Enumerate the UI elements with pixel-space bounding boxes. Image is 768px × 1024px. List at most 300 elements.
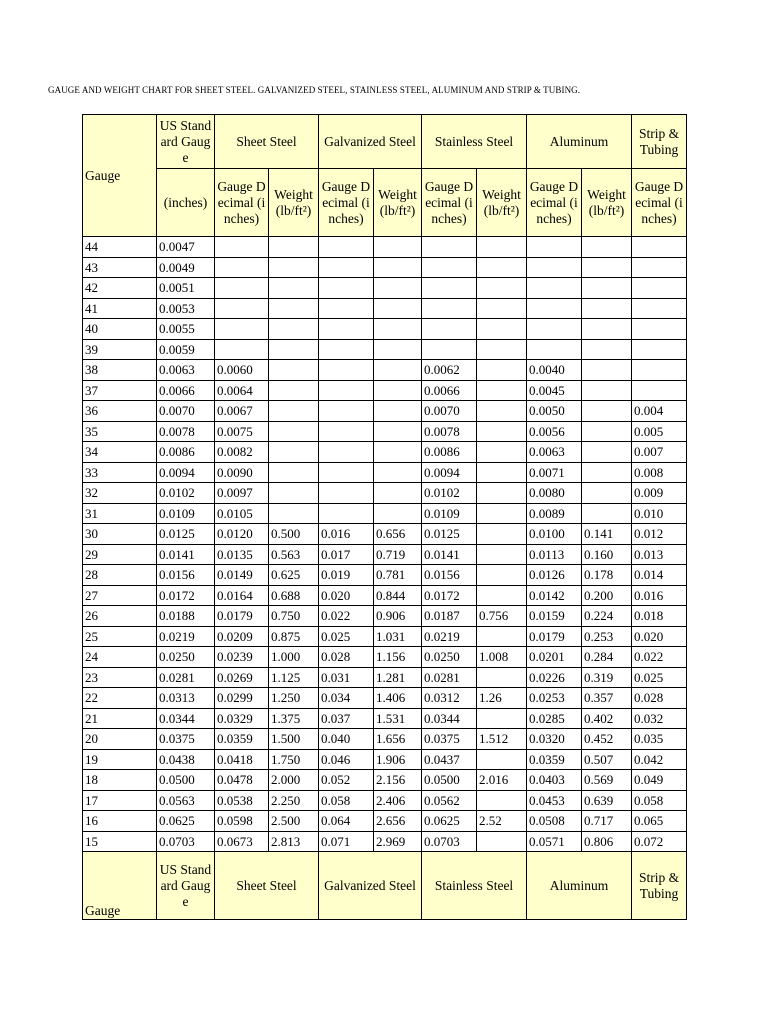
table-row [83, 770, 687, 791]
cell-stainless_gauge [422, 339, 477, 360]
cell-gauge: 17 [83, 790, 157, 811]
cell-galv_weight: 1.656 [374, 729, 422, 750]
cell-sheet_weight: 2.000 [269, 770, 319, 791]
cell-sheet_weight: 1.250 [269, 688, 319, 709]
cell-aluminum_gauge: 0.0159 [527, 606, 582, 627]
cell-galv_weight: 2.656 [374, 811, 422, 832]
cell-strip_gauge: 0.065 [632, 811, 687, 832]
cell-us_standard: 0.0344 [157, 708, 215, 729]
cell-aluminum_gauge [527, 278, 582, 299]
table-row [83, 483, 687, 504]
cell-us_standard: 0.0066 [157, 380, 215, 401]
cell-stainless_weight [477, 421, 527, 442]
cell-aluminum_gauge: 0.0179 [527, 626, 582, 647]
cell-stainless_weight: 0.756 [477, 606, 527, 627]
cell-galv_gauge [319, 421, 374, 442]
cell-strip_gauge: 0.007 [632, 442, 687, 463]
cell-us_standard: 0.0059 [157, 339, 215, 360]
cell-gauge: 31 [83, 503, 157, 524]
cell-sheet_gauge: 0.0598 [215, 811, 269, 832]
cell-aluminum_weight: 0.507 [582, 749, 632, 770]
cell-us_standard: 0.0063 [157, 360, 215, 381]
cell-aluminum_gauge [527, 319, 582, 340]
table-row [83, 421, 687, 442]
cell-sheet_weight: 2.500 [269, 811, 319, 832]
cell-galv_gauge: 0.071 [319, 831, 374, 852]
cell-stainless_weight: 2.52 [477, 811, 527, 832]
cell-sheet_gauge [215, 319, 269, 340]
cell-sheet_gauge: 0.0299 [215, 688, 269, 709]
cell-galv_gauge [319, 319, 374, 340]
cell-aluminum_gauge: 0.0453 [527, 790, 582, 811]
cell-strip_gauge [632, 339, 687, 360]
cell-strip_gauge: 0.012 [632, 524, 687, 545]
cell-galv_weight: 0.906 [374, 606, 422, 627]
cell-galv_weight [374, 401, 422, 422]
cell-us_standard: 0.0053 [157, 298, 215, 319]
cell-sheet_gauge: 0.0060 [215, 360, 269, 381]
cell-aluminum_gauge: 0.0285 [527, 708, 582, 729]
cell-sheet_weight [269, 401, 319, 422]
table-row [83, 360, 687, 381]
cell-galv_gauge: 0.019 [319, 565, 374, 586]
cell-galv_gauge: 0.022 [319, 606, 374, 627]
cell-stainless_weight [477, 544, 527, 565]
cell-sheet_weight [269, 483, 319, 504]
cell-us_standard: 0.0563 [157, 790, 215, 811]
cell-gauge: 16 [83, 811, 157, 832]
cell-sheet_weight [269, 339, 319, 360]
subheader-sheet-gauge-decimal: Gauge Decimal (inches) [215, 169, 269, 237]
cell-galv_weight [374, 421, 422, 442]
table-row [83, 319, 687, 340]
table-row [83, 462, 687, 483]
cell-galv_weight [374, 360, 422, 381]
table-row [83, 585, 687, 606]
cell-aluminum_weight: 0.402 [582, 708, 632, 729]
cell-aluminum_gauge: 0.0113 [527, 544, 582, 565]
cell-gauge: 32 [83, 483, 157, 504]
cell-sheet_gauge: 0.0478 [215, 770, 269, 791]
cell-stainless_gauge: 0.0375 [422, 729, 477, 750]
cell-aluminum_gauge: 0.0253 [527, 688, 582, 709]
cell-us_standard: 0.0438 [157, 749, 215, 770]
cell-gauge: 21 [83, 708, 157, 729]
cell-stainless_gauge: 0.0219 [422, 626, 477, 647]
cell-aluminum_gauge: 0.0100 [527, 524, 582, 545]
cell-aluminum_weight [582, 360, 632, 381]
cell-sheet_gauge: 0.0082 [215, 442, 269, 463]
header-aluminum: Aluminum [527, 115, 632, 169]
cell-galv_weight: 1.281 [374, 667, 422, 688]
cell-stainless_gauge: 0.0125 [422, 524, 477, 545]
cell-strip_gauge [632, 278, 687, 299]
cell-galv_gauge: 0.052 [319, 770, 374, 791]
cell-sheet_weight: 0.563 [269, 544, 319, 565]
cell-gauge: 34 [83, 442, 157, 463]
cell-aluminum_weight: 0.319 [582, 667, 632, 688]
cell-sheet_gauge [215, 237, 269, 258]
cell-sheet_weight [269, 503, 319, 524]
cell-strip_gauge: 0.014 [632, 565, 687, 586]
cell-stainless_gauge: 0.0062 [422, 360, 477, 381]
cell-stainless_weight [477, 278, 527, 299]
cell-strip_gauge: 0.013 [632, 544, 687, 565]
cell-gauge: 35 [83, 421, 157, 442]
cell-galv_weight [374, 257, 422, 278]
cell-us_standard: 0.0625 [157, 811, 215, 832]
cell-us_standard: 0.0219 [157, 626, 215, 647]
cell-stainless_weight [477, 298, 527, 319]
cell-stainless_weight: 2.016 [477, 770, 527, 791]
cell-aluminum_weight: 0.253 [582, 626, 632, 647]
cell-stainless_weight [477, 462, 527, 483]
cell-stainless_gauge [422, 298, 477, 319]
footer-us-standard: US Standard Gauge [157, 852, 215, 920]
cell-aluminum_weight: 0.200 [582, 585, 632, 606]
cell-stainless_weight [477, 339, 527, 360]
cell-gauge: 44 [83, 237, 157, 258]
table-row [83, 298, 687, 319]
cell-aluminum_weight [582, 380, 632, 401]
cell-gauge: 22 [83, 688, 157, 709]
cell-strip_gauge: 0.004 [632, 401, 687, 422]
cell-strip_gauge: 0.072 [632, 831, 687, 852]
cell-strip_gauge: 0.010 [632, 503, 687, 524]
table-row [83, 708, 687, 729]
cell-us_standard: 0.0703 [157, 831, 215, 852]
cell-sheet_gauge: 0.0269 [215, 667, 269, 688]
cell-aluminum_gauge: 0.0142 [527, 585, 582, 606]
cell-sheet_weight [269, 237, 319, 258]
cell-stainless_gauge: 0.0281 [422, 667, 477, 688]
subheader-stainless-weight: Weight (lb/ft²) [477, 169, 527, 237]
table-row [83, 606, 687, 627]
cell-aluminum_weight [582, 298, 632, 319]
header-sheet-steel: Sheet Steel [215, 115, 319, 169]
cell-sheet_gauge: 0.0120 [215, 524, 269, 545]
cell-gauge: 36 [83, 401, 157, 422]
cell-gauge: 39 [83, 339, 157, 360]
cell-galv_weight: 0.781 [374, 565, 422, 586]
cell-aluminum_gauge [527, 339, 582, 360]
cell-stainless_weight [477, 503, 527, 524]
table-row [83, 565, 687, 586]
cell-galv_weight [374, 442, 422, 463]
cell-us_standard: 0.0125 [157, 524, 215, 545]
cell-strip_gauge: 0.049 [632, 770, 687, 791]
cell-strip_gauge: 0.020 [632, 626, 687, 647]
cell-stainless_weight [477, 626, 527, 647]
cell-aluminum_gauge: 0.0080 [527, 483, 582, 504]
cell-stainless_gauge: 0.0625 [422, 811, 477, 832]
footer-gauge: Gauge [83, 852, 157, 920]
cell-gauge: 29 [83, 544, 157, 565]
cell-stainless_weight [477, 565, 527, 586]
cell-stainless_weight [477, 380, 527, 401]
cell-us_standard: 0.0156 [157, 565, 215, 586]
cell-galv_gauge: 0.020 [319, 585, 374, 606]
cell-stainless_gauge: 0.0344 [422, 708, 477, 729]
header-galvanized-steel: Galvanized Steel [319, 115, 422, 169]
footer-sheet-steel: Sheet Steel [215, 852, 319, 920]
cell-stainless_weight [477, 585, 527, 606]
cell-galv_gauge: 0.017 [319, 544, 374, 565]
cell-galv_gauge [319, 360, 374, 381]
cell-us_standard: 0.0188 [157, 606, 215, 627]
cell-aluminum_gauge: 0.0201 [527, 647, 582, 668]
cell-aluminum_weight: 0.569 [582, 770, 632, 791]
cell-galv_weight [374, 462, 422, 483]
table-row [83, 503, 687, 524]
cell-aluminum_gauge: 0.0508 [527, 811, 582, 832]
table-row [83, 257, 687, 278]
cell-stainless_weight [477, 524, 527, 545]
cell-stainless_gauge: 0.0172 [422, 585, 477, 606]
cell-stainless_gauge: 0.0102 [422, 483, 477, 504]
cell-sheet_gauge: 0.0090 [215, 462, 269, 483]
cell-sheet_weight: 1.000 [269, 647, 319, 668]
cell-sheet_gauge: 0.0418 [215, 749, 269, 770]
subheader-galvanized-gauge-decimal: Gauge Decimal (inches) [319, 169, 374, 237]
subheader-strip-gauge-decimal: Gauge Decimal (inches) [632, 169, 687, 237]
cell-aluminum_gauge: 0.0320 [527, 729, 582, 750]
cell-aluminum_gauge: 0.0071 [527, 462, 582, 483]
cell-galv_gauge: 0.046 [319, 749, 374, 770]
cell-sheet_weight: 0.875 [269, 626, 319, 647]
cell-aluminum_weight: 0.224 [582, 606, 632, 627]
cell-aluminum_weight: 0.639 [582, 790, 632, 811]
cell-stainless_gauge: 0.0141 [422, 544, 477, 565]
cell-us_standard: 0.0109 [157, 503, 215, 524]
cell-galv_gauge [319, 237, 374, 258]
cell-galv_gauge: 0.040 [319, 729, 374, 750]
cell-sheet_weight: 0.688 [269, 585, 319, 606]
cell-sheet_weight [269, 278, 319, 299]
cell-sheet_gauge: 0.0179 [215, 606, 269, 627]
cell-stainless_weight: 1.512 [477, 729, 527, 750]
cell-gauge: 30 [83, 524, 157, 545]
table-row [83, 647, 687, 668]
cell-strip_gauge: 0.005 [632, 421, 687, 442]
cell-aluminum_weight [582, 401, 632, 422]
cell-galv_gauge [319, 401, 374, 422]
cell-gauge: 41 [83, 298, 157, 319]
header-strip-tubing: Strip & Tubing [632, 115, 687, 169]
cell-sheet_gauge: 0.0673 [215, 831, 269, 852]
cell-strip_gauge: 0.032 [632, 708, 687, 729]
cell-us_standard: 0.0500 [157, 770, 215, 791]
cell-aluminum_gauge [527, 298, 582, 319]
cell-galv_gauge: 0.025 [319, 626, 374, 647]
cell-sheet_weight [269, 421, 319, 442]
cell-sheet_weight [269, 380, 319, 401]
cell-aluminum_weight: 0.178 [582, 565, 632, 586]
cell-strip_gauge: 0.008 [632, 462, 687, 483]
cell-gauge: 19 [83, 749, 157, 770]
cell-strip_gauge [632, 380, 687, 401]
table-row [83, 749, 687, 770]
cell-gauge: 15 [83, 831, 157, 852]
cell-stainless_gauge: 0.0250 [422, 647, 477, 668]
cell-stainless_gauge: 0.0562 [422, 790, 477, 811]
cell-galv_gauge: 0.028 [319, 647, 374, 668]
footer-galvanized-steel: Galvanized Steel [319, 852, 422, 920]
cell-gauge: 42 [83, 278, 157, 299]
table-row [83, 626, 687, 647]
cell-us_standard: 0.0049 [157, 257, 215, 278]
cell-galv_weight: 1.406 [374, 688, 422, 709]
cell-galv_weight [374, 339, 422, 360]
cell-galv_gauge: 0.034 [319, 688, 374, 709]
cell-sheet_gauge: 0.0097 [215, 483, 269, 504]
cell-aluminum_weight: 0.717 [582, 811, 632, 832]
subheader-galvanized-weight: Weight (lb/ft²) [374, 169, 422, 237]
table-row [83, 380, 687, 401]
cell-galv_weight: 1.906 [374, 749, 422, 770]
subheader-aluminum-gauge-decimal: Gauge Decimal (inches) [527, 169, 582, 237]
cell-galv_gauge: 0.031 [319, 667, 374, 688]
cell-strip_gauge: 0.025 [632, 667, 687, 688]
cell-us_standard: 0.0172 [157, 585, 215, 606]
cell-aluminum_gauge: 0.0571 [527, 831, 582, 852]
table-row [83, 278, 687, 299]
cell-galv_weight [374, 319, 422, 340]
cell-stainless_gauge: 0.0312 [422, 688, 477, 709]
cell-sheet_gauge [215, 257, 269, 278]
cell-aluminum_gauge: 0.0126 [527, 565, 582, 586]
table-body [83, 237, 687, 852]
cell-stainless_weight [477, 790, 527, 811]
cell-aluminum_gauge: 0.0056 [527, 421, 582, 442]
footer-aluminum: Aluminum [527, 852, 632, 920]
cell-us_standard: 0.0313 [157, 688, 215, 709]
cell-sheet_weight: 1.375 [269, 708, 319, 729]
cell-sheet_gauge: 0.0064 [215, 380, 269, 401]
cell-galv_weight [374, 237, 422, 258]
cell-aluminum_weight [582, 319, 632, 340]
cell-stainless_gauge: 0.0070 [422, 401, 477, 422]
cell-us_standard: 0.0141 [157, 544, 215, 565]
cell-stainless_weight [477, 257, 527, 278]
cell-galv_gauge: 0.037 [319, 708, 374, 729]
cell-sheet_gauge: 0.0067 [215, 401, 269, 422]
cell-aluminum_weight: 0.452 [582, 729, 632, 750]
cell-strip_gauge: 0.016 [632, 585, 687, 606]
cell-us_standard: 0.0094 [157, 462, 215, 483]
cell-gauge: 23 [83, 667, 157, 688]
cell-strip_gauge [632, 298, 687, 319]
cell-us_standard: 0.0055 [157, 319, 215, 340]
cell-aluminum_gauge: 0.0063 [527, 442, 582, 463]
cell-stainless_gauge: 0.0094 [422, 462, 477, 483]
cell-strip_gauge: 0.028 [632, 688, 687, 709]
table-row [83, 401, 687, 422]
table-row [83, 729, 687, 750]
cell-sheet_weight [269, 442, 319, 463]
cell-strip_gauge: 0.022 [632, 647, 687, 668]
table-row [83, 544, 687, 565]
cell-aluminum_weight: 0.806 [582, 831, 632, 852]
cell-sheet_weight [269, 298, 319, 319]
cell-us_standard: 0.0281 [157, 667, 215, 688]
cell-strip_gauge [632, 319, 687, 340]
cell-us_standard: 0.0375 [157, 729, 215, 750]
cell-galv_gauge [319, 503, 374, 524]
cell-gauge: 33 [83, 462, 157, 483]
gauge-weight-table [82, 114, 687, 920]
table-row [83, 688, 687, 709]
cell-sheet_gauge [215, 298, 269, 319]
cell-us_standard: 0.0047 [157, 237, 215, 258]
table-row [83, 667, 687, 688]
cell-galv_weight: 2.156 [374, 770, 422, 791]
cell-gauge: 26 [83, 606, 157, 627]
cell-sheet_gauge [215, 278, 269, 299]
cell-stainless_weight [477, 237, 527, 258]
cell-galv_gauge [319, 380, 374, 401]
cell-gauge: 28 [83, 565, 157, 586]
cell-strip_gauge: 0.009 [632, 483, 687, 504]
cell-stainless_gauge: 0.0109 [422, 503, 477, 524]
cell-aluminum_gauge: 0.0050 [527, 401, 582, 422]
cell-galv_gauge [319, 339, 374, 360]
cell-sheet_gauge: 0.0538 [215, 790, 269, 811]
cell-sheet_weight: 1.500 [269, 729, 319, 750]
cell-aluminum_weight [582, 278, 632, 299]
subheader-sheet-weight: Weight (lb/ft²) [269, 169, 319, 237]
cell-stainless_gauge: 0.0066 [422, 380, 477, 401]
cell-aluminum_weight [582, 257, 632, 278]
table-row [83, 237, 687, 258]
cell-galv_gauge [319, 442, 374, 463]
cell-aluminum_gauge: 0.0226 [527, 667, 582, 688]
cell-stainless_weight [477, 360, 527, 381]
cell-galv_gauge: 0.064 [319, 811, 374, 832]
cell-stainless_weight: 1.26 [477, 688, 527, 709]
cell-stainless_gauge: 0.0078 [422, 421, 477, 442]
cell-galv_gauge [319, 257, 374, 278]
subheader-aluminum-weight: Weight (lb/ft²) [582, 169, 632, 237]
cell-sheet_gauge: 0.0359 [215, 729, 269, 750]
cell-galv_weight: 1.031 [374, 626, 422, 647]
cell-galv_weight [374, 380, 422, 401]
cell-gauge: 20 [83, 729, 157, 750]
cell-galv_weight [374, 503, 422, 524]
cell-sheet_weight [269, 360, 319, 381]
cell-us_standard: 0.0051 [157, 278, 215, 299]
cell-aluminum_weight [582, 503, 632, 524]
cell-stainless_weight [477, 749, 527, 770]
cell-us_standard: 0.0250 [157, 647, 215, 668]
cell-stainless_gauge [422, 319, 477, 340]
cell-galv_weight: 0.719 [374, 544, 422, 565]
footer-strip-tubing: Strip & Tubing [632, 852, 687, 920]
cell-galv_gauge [319, 298, 374, 319]
cell-aluminum_weight [582, 339, 632, 360]
cell-aluminum_weight [582, 462, 632, 483]
cell-stainless_gauge: 0.0500 [422, 770, 477, 791]
table-row [83, 831, 687, 852]
cell-stainless_gauge [422, 237, 477, 258]
cell-galv_weight [374, 483, 422, 504]
cell-aluminum_gauge: 0.0403 [527, 770, 582, 791]
cell-stainless_weight [477, 667, 527, 688]
cell-sheet_weight: 0.750 [269, 606, 319, 627]
cell-aluminum_gauge: 0.0089 [527, 503, 582, 524]
cell-strip_gauge: 0.058 [632, 790, 687, 811]
cell-galv_weight: 0.656 [374, 524, 422, 545]
